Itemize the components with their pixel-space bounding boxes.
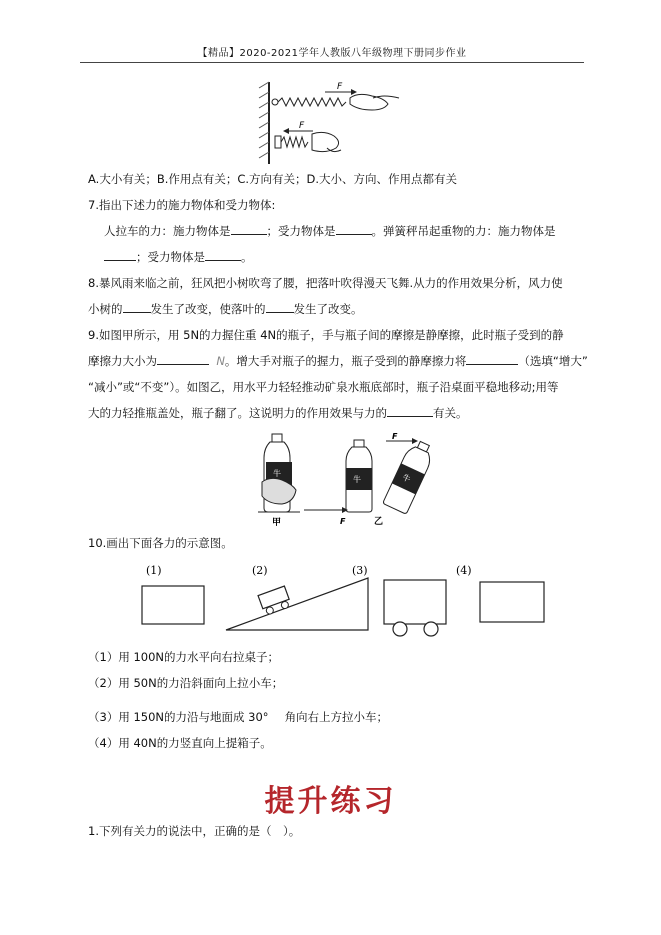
q8-line1: 8.暴风雨来临之前，狂风把小树吹弯了腰，把落叶吹得漫天飞舞.从力的作用效果分析，风力使 <box>88 276 563 290</box>
q9-blank-2[interactable] <box>466 352 518 365</box>
q10-item-2: （2）用 50N的力沿斜面向上拉小车； <box>88 676 284 690</box>
q9-blank-1[interactable] <box>157 352 209 365</box>
q10-figures <box>128 560 558 642</box>
q10-stem: 10.画出下面各力的示意图。 <box>88 536 233 550</box>
q9-line3: “减小”或“不变”）。如图乙，用水平力轻轻推动矿泉水瓶底部时，瓶子沿桌面平稳地移动;用等 <box>88 380 559 394</box>
q9-unit: N <box>216 354 225 368</box>
q10-item-1: （1）用 100N的力水平向右拉桌子； <box>88 650 280 664</box>
q7-stem: 7.指出下述力的施力物体和受力物体: <box>88 198 276 212</box>
q7-line1: 人拉车的力：施力物体是 ；受力物体是 。弹簧秤吊起重物的力：施力物体是 <box>104 224 556 238</box>
page-header: 【精品】2020-2021学年人教版八年级物理下册同步作业 <box>80 44 584 63</box>
q9-line1: 9.如图甲所示，用 5N的力握住重 4N的瓶子，手与瓶子间的摩擦是静摩擦，此时瓶子受到的静 <box>88 328 564 342</box>
fig-label-1: (1) <box>146 564 162 577</box>
label-jia: 甲 <box>272 518 282 528</box>
q8-blank-1[interactable] <box>123 300 151 313</box>
fig-label-2: (2) <box>252 564 268 577</box>
label-yi: 乙 <box>374 517 384 527</box>
force-label-top: F <box>337 82 343 92</box>
svg-text:牛: 牛 <box>273 469 281 478</box>
fig-label-3: (3) <box>352 564 368 577</box>
spring-figure <box>255 80 415 166</box>
force-label-bottle-1: F <box>340 517 346 526</box>
q9-line4: 大的力轻推瓶盖处，瓶子翻了。这说明力的作用效果与力的 有关。 <box>88 406 468 420</box>
next-question: 1.下列有关力的说法中，正确的是（ ）。 <box>88 824 301 838</box>
q8-line2: 小树的 发生了改变，使落叶的 发生了改变。 <box>88 302 363 316</box>
q9-line2: 摩擦力大小为 N。增大手对瓶子的握力，瓶子受到的静摩擦力将 （选填“增大” <box>88 354 588 368</box>
q7-blank-1[interactable] <box>231 222 267 235</box>
q10-item-4: （4）用 40N的力竖直向上提箱子。 <box>88 736 272 750</box>
q7-blank-4[interactable] <box>205 248 241 261</box>
q7-blank-3[interactable] <box>104 248 136 261</box>
section-title: 提升练习 <box>264 784 397 819</box>
q6-options: A.大小有关；B.作用点有关；C.方向有关；D.大小、方向、作用点都有关 <box>88 172 458 186</box>
q7-line2: ；受力物体是 。 <box>104 248 253 266</box>
q8-blank-2[interactable] <box>266 300 294 313</box>
q10-item-3: （3）用 150N的力沿与地面成 30° 角向右上方拉小车； <box>88 710 389 724</box>
force-label-bottle-2: F <box>392 432 398 441</box>
q9-blank-3[interactable] <box>387 404 433 417</box>
force-label-bottom: F <box>299 121 305 131</box>
q7-blank-2[interactable] <box>336 222 372 235</box>
svg-text:牛: 牛 <box>353 475 361 484</box>
fig-label-4: (4) <box>456 564 472 577</box>
svg-text:牛: 牛 <box>400 472 412 485</box>
bottles-figure <box>258 432 440 528</box>
